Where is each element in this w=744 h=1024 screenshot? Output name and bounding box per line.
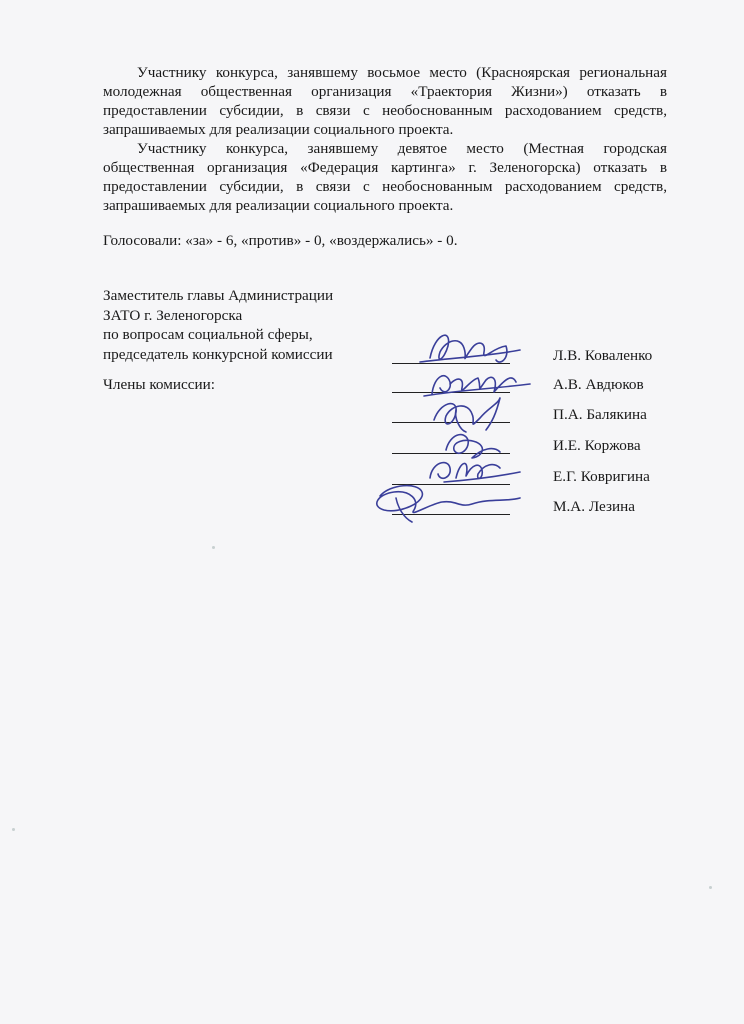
handwritten-signatures <box>360 318 560 528</box>
scan-speck <box>709 886 712 889</box>
chair-title-line: Заместитель главы Администрации <box>103 287 334 304</box>
paragraph-ninth-place: Участнику конкурса, занявшему девятое место (Местная городская общественная организация «Федерация картинга» г. Зеленогорска) отказать в предоставлении субсидии, в связи с необоснованным расходованием средств, запрашиваемых для реализации социального проекта. <box>103 140 667 214</box>
signature-balyakina <box>434 398 500 432</box>
signatory-name: Л.В. Коваленко <box>553 347 653 364</box>
signature-kovalenko <box>420 335 520 362</box>
vote-result: Голосовали: «за» - 6, «против» - 0, «воздержались» - 0. <box>103 232 458 249</box>
chair-title-line: по вопросам социальной сферы, <box>103 326 313 343</box>
signatory-name: П.А. Балякина <box>553 406 647 423</box>
scan-speck <box>12 828 15 831</box>
signatory-name: М.А. Лезина <box>553 498 635 515</box>
signature-kovrigina <box>430 463 520 482</box>
signatory-name: Е.Г. Ковригина <box>553 468 650 485</box>
signature-korzhova <box>446 435 500 458</box>
signatory-name: И.Е. Коржова <box>553 437 641 454</box>
chair-title-line: ЗАТО г. Зеленогорска <box>103 306 243 324</box>
signatory-name: А.В. Авдюков <box>553 376 644 393</box>
chair-title-line: председатель конкурсной комиссии <box>103 345 333 363</box>
signature-avdyukov <box>424 376 530 396</box>
members-label: Члены комиссии: <box>103 376 215 393</box>
chair-title-block <box>103 286 333 364</box>
paragraph-eighth-place: Участнику конкурса, занявшему восьмое место (Красноярская региональная молодежная общественная организация «Траектория Жизни») отказать в предоставлении субсидии, в связи с необоснованным расходованием средств, запрашиваемых для реализации социального проекта. <box>103 64 667 138</box>
scan-speck <box>212 546 215 549</box>
signature-lezina <box>377 486 520 522</box>
